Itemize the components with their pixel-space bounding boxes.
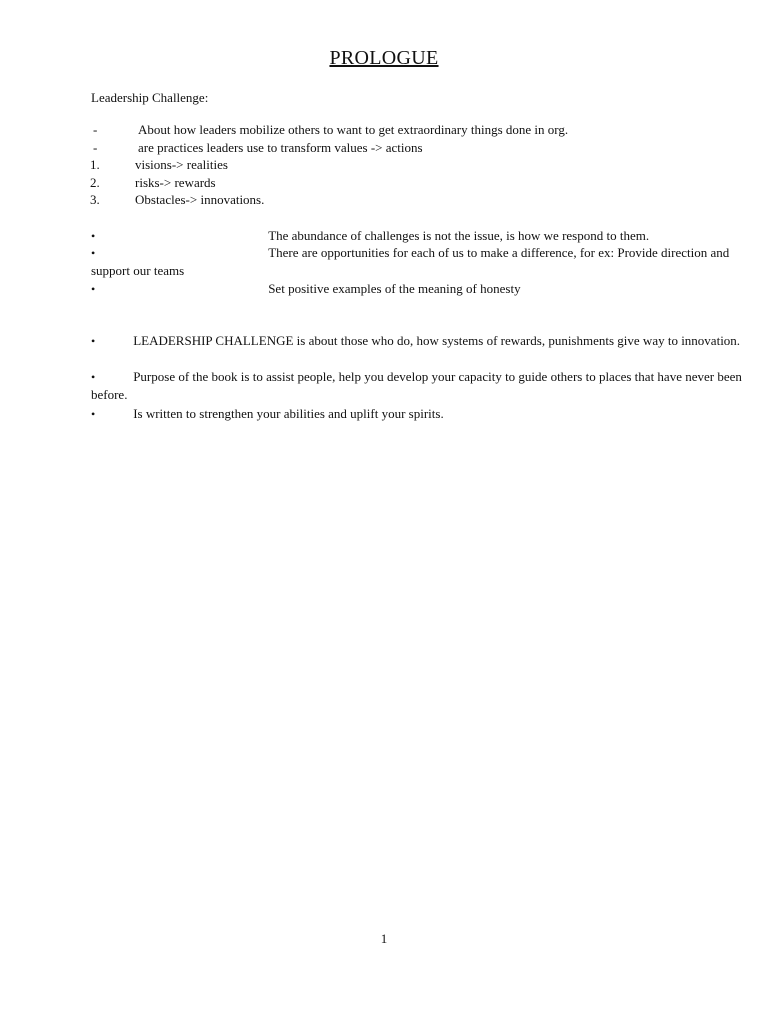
page-number: 1 — [380, 931, 388, 946]
bullet-item-text: Set positive examples of the meaning of honesty — [268, 281, 521, 296]
list-number: 3. — [90, 192, 100, 207]
dash-marker: - — [93, 122, 98, 137]
page-title: PROLOGUE — [329, 47, 439, 69]
bullet-icon: • — [91, 246, 96, 260]
bullet-icon: • — [91, 370, 96, 384]
list-item — [91, 244, 763, 279]
list-number: 2. — [90, 175, 100, 190]
list-item — [91, 368, 763, 403]
bullet-item-text: There are opportunities for each of us to make a difference, for ex: Provide direction and support our teams — [91, 245, 730, 278]
section-heading: Leadership Challenge: — [91, 90, 209, 105]
dash-item-text: are practices leaders use to transform values -> actions — [138, 140, 423, 155]
bullet-item-text: Purpose of the book is to assist people, help you develop your capacity to guide others to places that have never been before. — [91, 369, 742, 402]
bullet-icon: • — [91, 407, 96, 421]
bullet-item-text: LEADERSHIP CHALLENGE is about those who do, how systems of rewards, punishments give way to innovation. — [133, 333, 741, 348]
list-item — [91, 332, 763, 350]
dash-marker: - — [93, 140, 98, 155]
dash-item-text: About how leaders mobilize others to want to get extraordinary things done in org. — [138, 122, 569, 137]
list-item — [91, 227, 763, 245]
numbered-item-text: risks-> rewards — [135, 175, 216, 190]
bullet-item-text: Is written to strengthen your abilities and uplift your spirits. — [133, 406, 444, 421]
list-item — [91, 280, 763, 298]
bullet-icon: • — [91, 334, 96, 348]
numbered-item-text: visions-> realities — [135, 157, 228, 172]
bullet-item-text: The abundance of challenges is not the issue, is how we respond to them. — [268, 228, 650, 243]
numbered-item-text: Obstacles-> innovations. — [135, 192, 265, 207]
bullet-icon: • — [91, 229, 96, 243]
list-number: 1. — [90, 157, 100, 172]
bullet-icon: • — [91, 282, 96, 296]
list-item — [91, 405, 763, 423]
